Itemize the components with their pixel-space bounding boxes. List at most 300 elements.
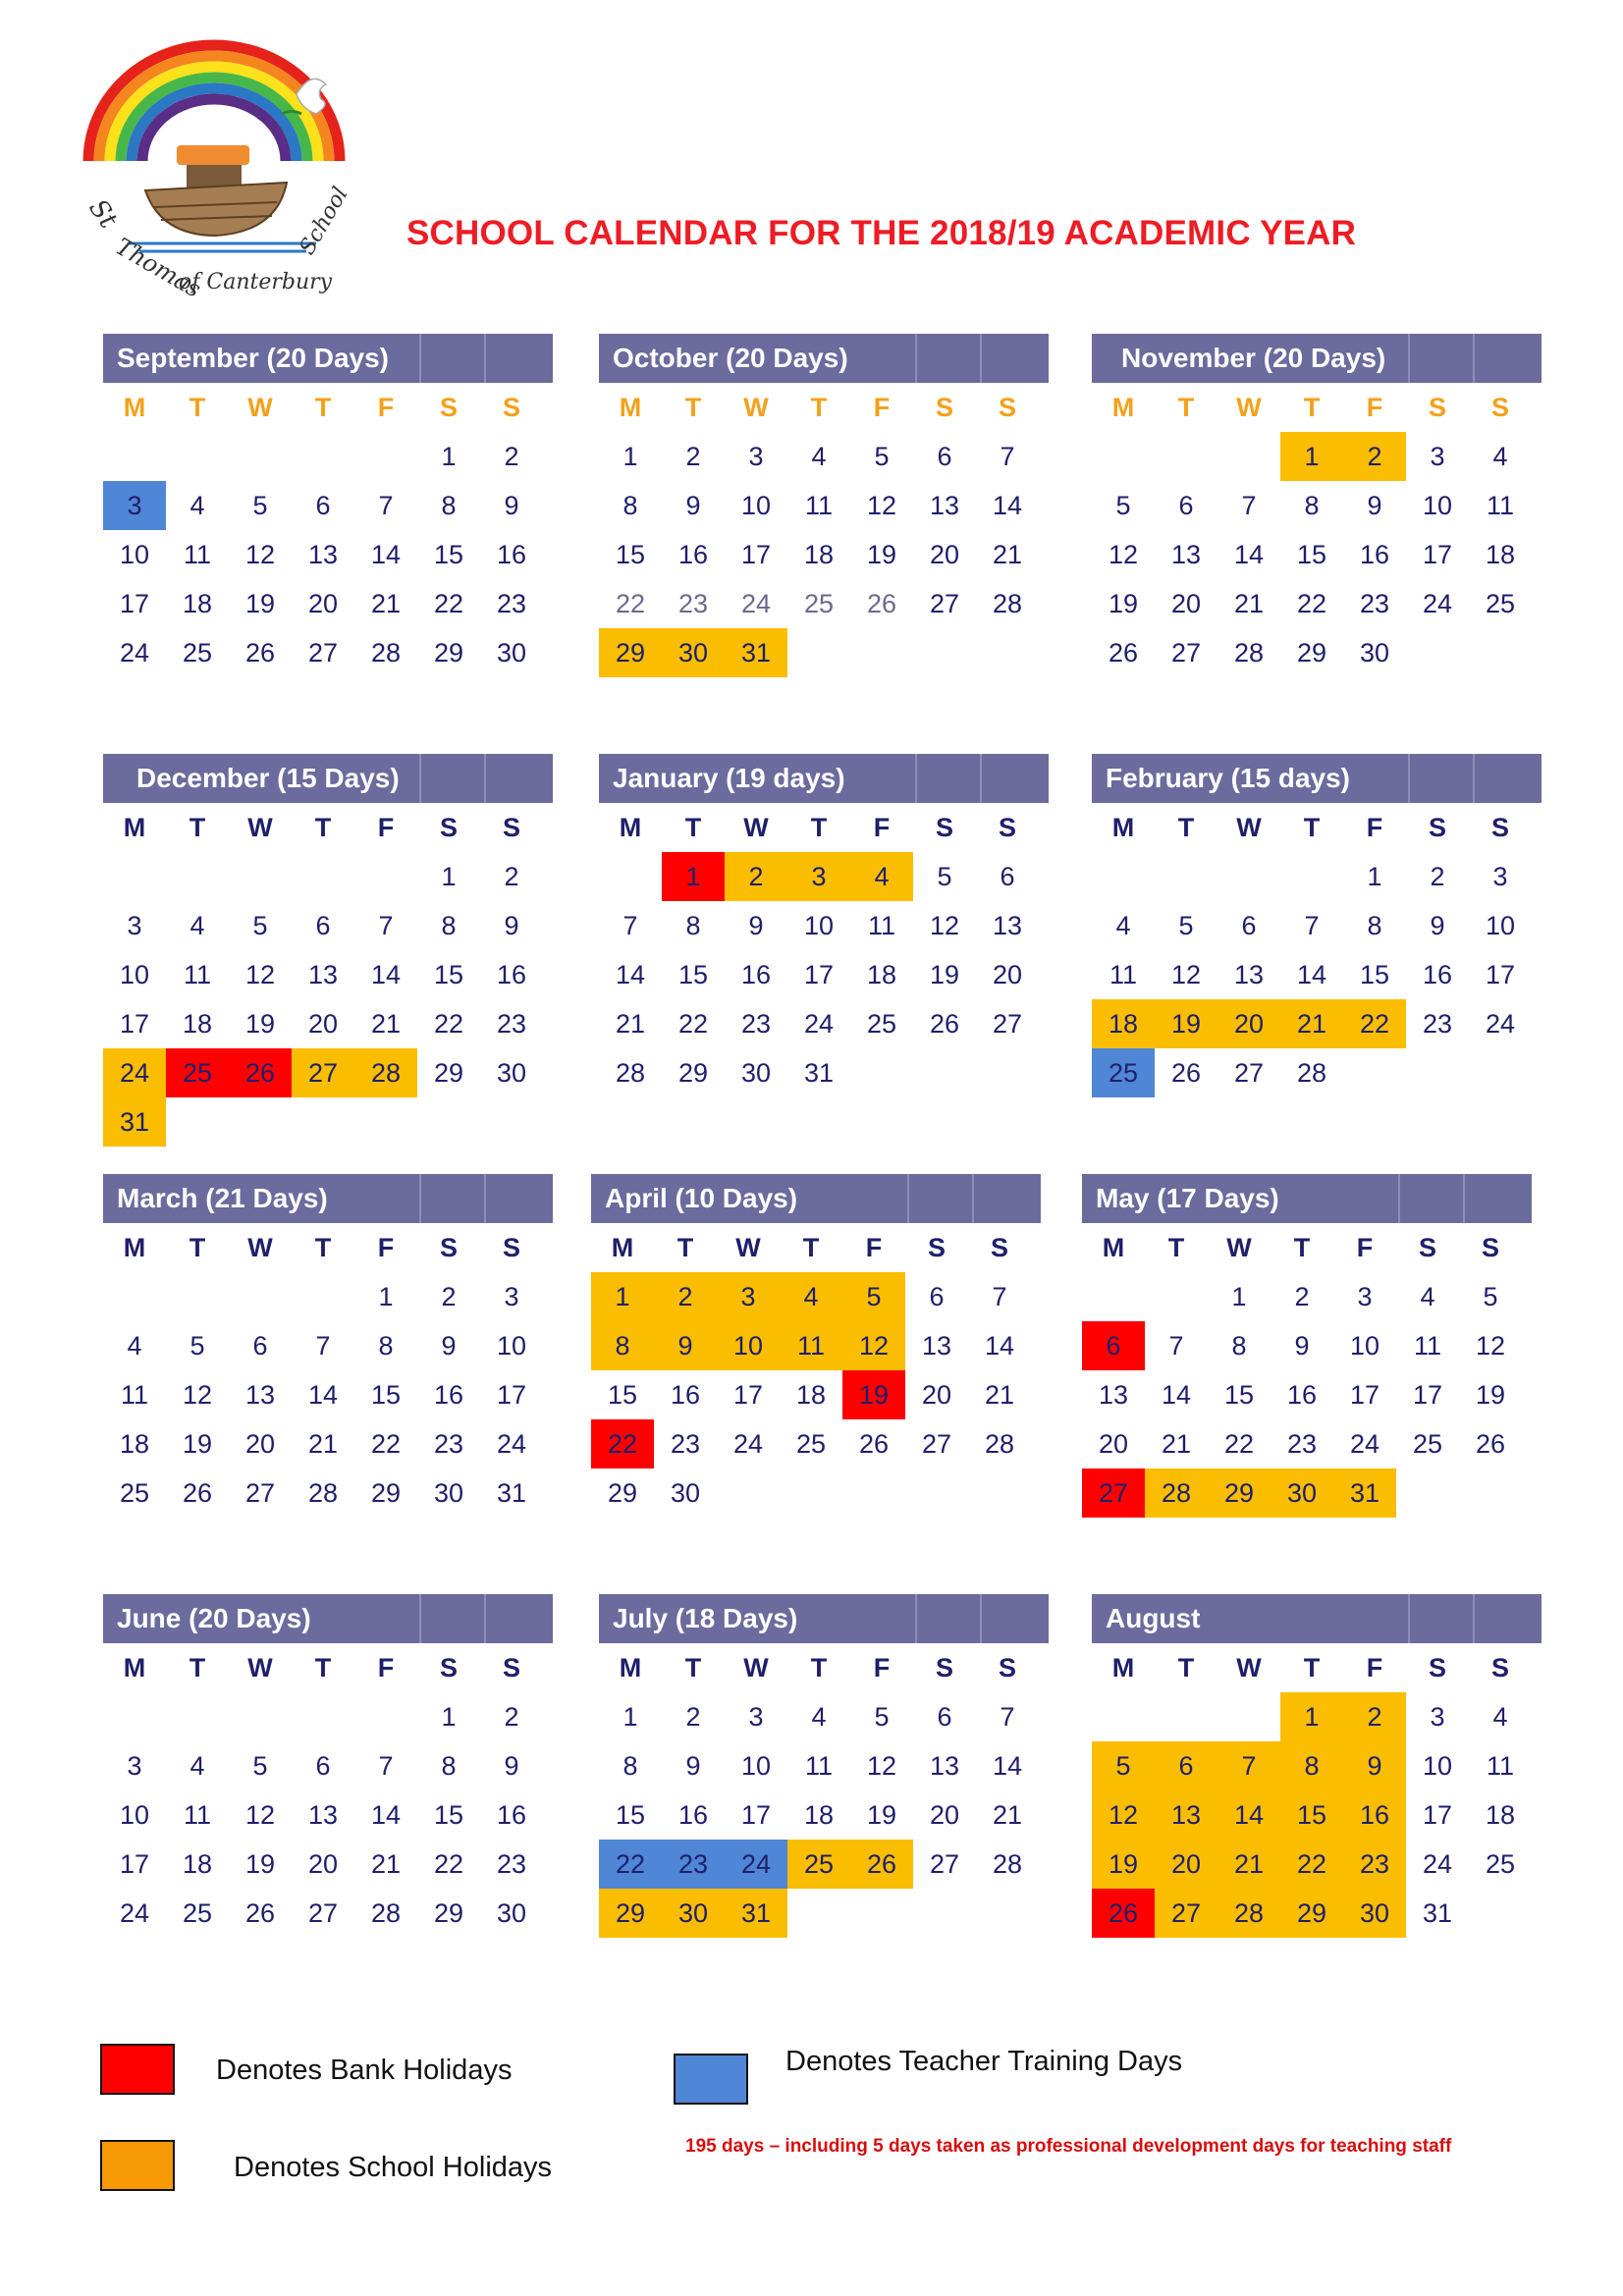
day-cell: 16 (1286, 1380, 1318, 1410)
day-cell: 25 (1092, 1048, 1155, 1097)
day-cell: 5 (1483, 1282, 1498, 1311)
day-cell: 10 (1349, 1331, 1380, 1361)
day-cell: 26 (1475, 1429, 1506, 1459)
day-cell: 14 (1217, 1790, 1280, 1840)
day-cell: 16 (1422, 960, 1453, 989)
weekday-header-row (1082, 1223, 1532, 1272)
day-cell: 13 (1098, 1380, 1129, 1410)
header-divider (1463, 1174, 1465, 1223)
day-cell: 21 (992, 1800, 1023, 1830)
month-header (599, 754, 1049, 803)
header-divider (419, 334, 421, 383)
svg-text:of Canterbury: of Canterbury (179, 270, 333, 294)
week-row (599, 1692, 1049, 1741)
empty-cell (1092, 432, 1155, 481)
day-cell: 3 (127, 911, 142, 940)
day-cell: 19 (244, 589, 276, 618)
day-cell: 19 (1108, 589, 1139, 618)
day-cell: 25 (1485, 589, 1516, 618)
week-row (599, 901, 1049, 950)
empty-cell (1406, 628, 1469, 677)
day-cell: 18 (1485, 540, 1516, 569)
empty-cell (1343, 1048, 1406, 1097)
day-cell: 19 (1155, 999, 1217, 1048)
header-divider (1408, 334, 1410, 383)
day-cell: 26 (1092, 1889, 1155, 1938)
week-row (599, 950, 1049, 999)
day-cell: 6 (1155, 1741, 1217, 1790)
day-cell: 14 (992, 1751, 1023, 1781)
weekday-label: T (1167, 1233, 1185, 1262)
day-cell: 7 (378, 911, 394, 940)
day-cell: 23 (740, 1009, 772, 1039)
day-cell: 6 (315, 911, 331, 940)
empty-cell (1217, 432, 1280, 481)
day-cell: 17 (1349, 1380, 1380, 1410)
legend-school-swatch (100, 2140, 175, 2191)
weekday-label: T (189, 393, 206, 422)
legend-bank-label: Denotes Bank Holidays (216, 2055, 513, 2086)
day-cell: 23 (670, 1429, 701, 1459)
day-cell: 28 (992, 1849, 1023, 1879)
header-divider (484, 1594, 486, 1643)
day-cell: 15 (607, 1380, 638, 1410)
day-cell: 30 (1271, 1468, 1333, 1518)
days-note: 195 days – including 5 days taken as professional development days for teaching staff (685, 2136, 1452, 2157)
weekday-label: W (1236, 1653, 1262, 1682)
day-cell: 19 (182, 1429, 213, 1459)
day-cell: 13 (1155, 1790, 1217, 1840)
day-cell: 21 (307, 1429, 339, 1459)
day-cell: 29 (599, 1889, 662, 1938)
day-cell: 1 (622, 1702, 638, 1732)
week-row (103, 628, 553, 677)
day-cell: 29 (1296, 638, 1327, 667)
day-cell: 10 (803, 911, 835, 940)
weekday-label: F (377, 1233, 395, 1262)
month-header (1092, 754, 1542, 803)
empty-cell (976, 1889, 1039, 1938)
empty-cell (913, 628, 976, 677)
day-cell: 27 (1233, 1058, 1265, 1088)
day-cell: 26 (858, 1429, 890, 1459)
header-divider (972, 1174, 974, 1223)
day-cell: 26 (182, 1478, 213, 1508)
day-cell: 21 (370, 589, 402, 618)
empty-cell (1396, 1468, 1459, 1518)
day-cell: 7 (992, 1282, 1007, 1311)
empty-cell (850, 628, 913, 677)
day-cell: 6 (937, 442, 952, 471)
day-cell: 29 (370, 1478, 402, 1508)
day-cell: 12 (182, 1380, 213, 1410)
weekday-label: M (1111, 1653, 1135, 1682)
day-cell: 18 (795, 1380, 827, 1410)
day-cell: 6 (315, 1751, 331, 1781)
weekday-header-row (591, 1223, 1041, 1272)
header-divider (980, 334, 982, 383)
day-cell: 8 (622, 491, 638, 520)
empty-cell (229, 852, 292, 901)
weekday-label: S (998, 393, 1016, 422)
day-cell: 4 (811, 1702, 827, 1732)
day-cell: 9 (504, 1751, 519, 1781)
day-cell: 17 (732, 1380, 764, 1410)
header-divider (484, 1174, 486, 1223)
month-label: February (15 days) (1106, 763, 1350, 793)
day-cell: 11 (804, 1751, 834, 1781)
day-cell: 17 (1485, 960, 1516, 989)
header-divider (1408, 1594, 1410, 1643)
day-cell: 13 (244, 1380, 276, 1410)
week-row (1092, 1840, 1542, 1889)
weekday-label: T (189, 1233, 206, 1262)
day-cell: 19 (244, 1849, 276, 1879)
week-row (103, 1321, 553, 1370)
day-cell: 14 (1161, 1380, 1192, 1410)
weekday-label: S (998, 813, 1016, 842)
day-cell: 20 (992, 960, 1023, 989)
week-row (103, 999, 553, 1048)
empty-cell (1217, 852, 1280, 901)
empty-cell (780, 1468, 842, 1518)
day-cell: 25 (166, 1048, 229, 1097)
day-cell: 22 (1296, 589, 1327, 618)
weekday-label: S (1428, 393, 1446, 422)
day-cell: 1 (441, 862, 457, 891)
day-cell: 17 (496, 1380, 527, 1410)
day-cell: 3 (1430, 1702, 1445, 1732)
day-cell: 21 (984, 1380, 1015, 1410)
week-row (103, 432, 553, 481)
week-row (103, 1741, 553, 1790)
week-row (103, 1790, 553, 1840)
empty-cell (913, 1889, 976, 1938)
day-cell: 4 (189, 1751, 205, 1781)
day-cell: 31 (1422, 1898, 1453, 1928)
day-cell: 19 (1475, 1380, 1506, 1410)
month-block (591, 1174, 1041, 1518)
header-divider (915, 334, 917, 383)
weekday-label: T (314, 813, 332, 842)
day-cell: 3 (748, 442, 764, 471)
weekday-label: M (123, 1653, 146, 1682)
week-row (1092, 579, 1542, 628)
day-cell: 19 (1092, 1840, 1155, 1889)
day-cell: 21 (1217, 1840, 1280, 1889)
weekday-label: W (1226, 1233, 1252, 1262)
day-cell: 1 (622, 442, 638, 471)
month-label: December (15 Days) (136, 763, 400, 793)
day-cell: 18 (182, 1009, 213, 1039)
day-cell: 14 (370, 540, 402, 569)
day-cell: 31 (725, 1889, 787, 1938)
day-cell: 7 (378, 1751, 394, 1781)
day-cell: 14 (992, 491, 1023, 520)
day-cell: 13 (1170, 540, 1202, 569)
day-cell: 17 (1422, 540, 1453, 569)
month-label: June (20 Days) (117, 1603, 311, 1633)
week-row (103, 1048, 553, 1097)
day-cell: 9 (1294, 1331, 1310, 1361)
header-divider (419, 1174, 421, 1223)
day-cell: 11 (780, 1321, 842, 1370)
day-cell: 9 (654, 1321, 717, 1370)
day-cell: 15 (433, 540, 464, 569)
day-cell: 14 (307, 1380, 339, 1410)
empty-cell (292, 1692, 354, 1741)
day-cell: 11 (183, 540, 212, 569)
day-cell: 11 (183, 960, 212, 989)
day-cell: 23 (1359, 589, 1390, 618)
day-cell: 11 (867, 911, 896, 940)
day-cell: 31 (103, 1097, 166, 1147)
week-row (103, 1840, 553, 1889)
week-row (591, 1321, 1041, 1370)
day-cell: 28 (370, 638, 402, 667)
header-divider (419, 754, 421, 803)
weekday-label: W (247, 1233, 273, 1262)
day-cell: 1 (1280, 1692, 1343, 1741)
week-row (103, 530, 553, 579)
school-logo (71, 35, 365, 310)
legend-training-label: Denotes Teacher Training Days (785, 2046, 1183, 2077)
month-block (103, 1174, 553, 1518)
day-cell: 18 (119, 1429, 150, 1459)
month-label: March (21 Days) (117, 1183, 328, 1213)
day-cell: 24 (119, 638, 150, 667)
day-cell: 26 (244, 1898, 276, 1928)
weekday-label: T (810, 393, 828, 422)
day-cell: 16 (1359, 540, 1390, 569)
day-cell: 9 (685, 1751, 701, 1781)
week-row (599, 1790, 1049, 1840)
day-cell: 22 (591, 1419, 654, 1468)
day-cell: 5 (252, 911, 268, 940)
weekday-label: S (927, 1233, 946, 1262)
weekday-header-row (103, 1223, 553, 1272)
day-cell: 13 (929, 491, 960, 520)
header-divider (1473, 1594, 1475, 1643)
day-cell: 22 (599, 1840, 662, 1889)
day-cell: 5 (1178, 911, 1194, 940)
month-header (599, 334, 1049, 383)
empty-cell (1155, 432, 1217, 481)
weekday-label: F (1366, 813, 1383, 842)
day-cell: 12 (244, 1800, 276, 1830)
day-cell: 16 (1343, 1790, 1406, 1840)
day-cell: 18 (866, 960, 897, 989)
empty-cell (1092, 1692, 1155, 1741)
day-cell: 23 (496, 1009, 527, 1039)
day-cell: 17 (119, 589, 150, 618)
weekday-header-row (103, 383, 553, 432)
weekday-label: T (676, 1233, 694, 1262)
day-cell: 19 (866, 1800, 897, 1830)
day-cell: 30 (496, 1898, 527, 1928)
empty-cell (229, 1272, 292, 1321)
document-title: SCHOOL CALENDAR FOR THE 2018/19 ACADEMIC YEAR (406, 214, 1357, 252)
day-cell: 29 (1280, 1889, 1343, 1938)
day-cell: 9 (504, 911, 519, 940)
day-cell: 2 (1294, 1282, 1310, 1311)
svg-text:School: School (295, 183, 353, 259)
day-cell: 16 (677, 540, 709, 569)
day-cell: 3 (1492, 862, 1508, 891)
day-cell: 2 (1343, 432, 1406, 481)
week-row (1082, 1419, 1532, 1468)
week-row (103, 1692, 553, 1741)
day-cell: 8 (591, 1321, 654, 1370)
empty-cell (480, 1097, 543, 1147)
day-cell: 7 (1168, 1331, 1184, 1361)
day-cell: 7 (1217, 1741, 1280, 1790)
month-block (1092, 754, 1542, 1097)
month-block (103, 754, 553, 1147)
weekday-label: S (935, 393, 953, 422)
month-block (599, 334, 1049, 677)
day-cell: 26 (1108, 638, 1139, 667)
week-row (1092, 432, 1542, 481)
day-cell: 11 (1413, 1331, 1442, 1361)
day-cell: 23 (1286, 1429, 1318, 1459)
weekday-label: M (619, 393, 642, 422)
day-cell: 8 (441, 911, 457, 940)
month-block (1092, 334, 1542, 677)
weekday-header-row (599, 383, 1049, 432)
day-cell: 25 (119, 1478, 150, 1508)
day-cell: 5 (1092, 1741, 1155, 1790)
day-cell: 2 (504, 442, 519, 471)
day-cell: 25 (787, 1840, 850, 1889)
header-divider (484, 754, 486, 803)
day-cell: 25 (866, 1009, 897, 1039)
weekday-label: T (684, 813, 702, 842)
header-divider (419, 1594, 421, 1643)
week-row (599, 481, 1049, 530)
month-block (599, 754, 1049, 1097)
day-cell: 15 (1296, 540, 1327, 569)
day-cell: 8 (1367, 911, 1382, 940)
day-cell: 18 (803, 1800, 835, 1830)
day-cell: 18 (182, 1849, 213, 1879)
month-label: May (17 Days) (1096, 1183, 1279, 1213)
weekday-label: S (1490, 813, 1509, 842)
empty-cell (1217, 1692, 1280, 1741)
weekday-label: F (1366, 1653, 1383, 1682)
day-cell: 14 (1233, 540, 1265, 569)
day-cell: 10 (496, 1331, 527, 1361)
day-cell: 16 (670, 1380, 701, 1410)
weekday-label: T (1177, 393, 1195, 422)
weekday-label: S (935, 813, 953, 842)
day-cell: 4 (1492, 1702, 1508, 1732)
weekday-label: W (735, 1233, 761, 1262)
empty-cell (905, 1468, 968, 1518)
day-cell: 8 (1280, 1741, 1343, 1790)
week-row (599, 1840, 1049, 1889)
day-cell: 12 (1170, 960, 1202, 989)
day-cell: 18 (1485, 1800, 1516, 1830)
day-cell: 24 (1422, 589, 1453, 618)
day-cell: 27 (292, 1048, 354, 1097)
weekday-label: S (502, 1653, 520, 1682)
day-cell: 31 (725, 628, 787, 677)
day-cell: 12 (244, 540, 276, 569)
month-header (591, 1174, 1041, 1223)
weekday-label: M (123, 393, 146, 422)
weekday-label: S (935, 1653, 953, 1682)
day-cell: 15 (433, 1800, 464, 1830)
day-cell: 12 (842, 1321, 905, 1370)
day-cell: 16 (496, 540, 527, 569)
day-cell: 11 (1109, 960, 1138, 989)
week-row (103, 1370, 553, 1419)
day-cell: 20 (1155, 1840, 1217, 1889)
day-cell: 12 (244, 960, 276, 989)
header-divider (484, 334, 486, 383)
day-cell: 13 (1233, 960, 1265, 989)
day-cell: 30 (740, 1058, 772, 1088)
weekday-label: T (810, 1653, 828, 1682)
day-cell: 7 (622, 911, 638, 940)
weekday-label: T (1177, 813, 1195, 842)
week-row (599, 432, 1049, 481)
month-header (103, 1594, 553, 1643)
day-cell: 7 (1000, 1702, 1015, 1732)
empty-cell (717, 1468, 780, 1518)
empty-cell (166, 432, 229, 481)
day-cell: 16 (740, 960, 772, 989)
day-cell: 17 (1422, 1800, 1453, 1830)
day-cell: 1 (1280, 432, 1343, 481)
day-cell: 13 (307, 540, 339, 569)
weekday-label: T (314, 1653, 332, 1682)
day-cell: 31 (496, 1478, 527, 1508)
day-cell: 3 (127, 1751, 142, 1781)
day-cell: 24 (103, 1048, 166, 1097)
day-cell: 23 (433, 1429, 464, 1459)
day-cell: 13 (929, 1751, 960, 1781)
empty-cell (354, 1097, 417, 1147)
day-cell: 28 (992, 589, 1023, 618)
day-cell: 30 (433, 1478, 464, 1508)
empty-cell (292, 1097, 354, 1147)
day-cell: 18 (182, 589, 213, 618)
week-row (1092, 999, 1542, 1048)
empty-cell (229, 432, 292, 481)
weekday-label: S (439, 1233, 458, 1262)
day-cell: 4 (189, 491, 205, 520)
day-cell: 2 (441, 1282, 457, 1311)
legend-school-label: Denotes School Holidays (234, 2152, 553, 2183)
weekday-label: T (189, 813, 206, 842)
day-cell: 10 (119, 540, 150, 569)
weekday-label: M (619, 1653, 642, 1682)
day-cell: 3 (504, 1282, 519, 1311)
month-header (103, 754, 553, 803)
day-cell: 8 (685, 911, 701, 940)
empty-cell (417, 1097, 480, 1147)
day-cell: 25 (182, 638, 213, 667)
day-cell: 3 (787, 852, 850, 901)
week-row (599, 628, 1049, 677)
day-cell: 27 (244, 1478, 276, 1508)
month-header (1092, 334, 1542, 383)
day-cell: 30 (662, 1889, 725, 1938)
weekday-header-row (599, 803, 1049, 852)
empty-cell (292, 432, 354, 481)
